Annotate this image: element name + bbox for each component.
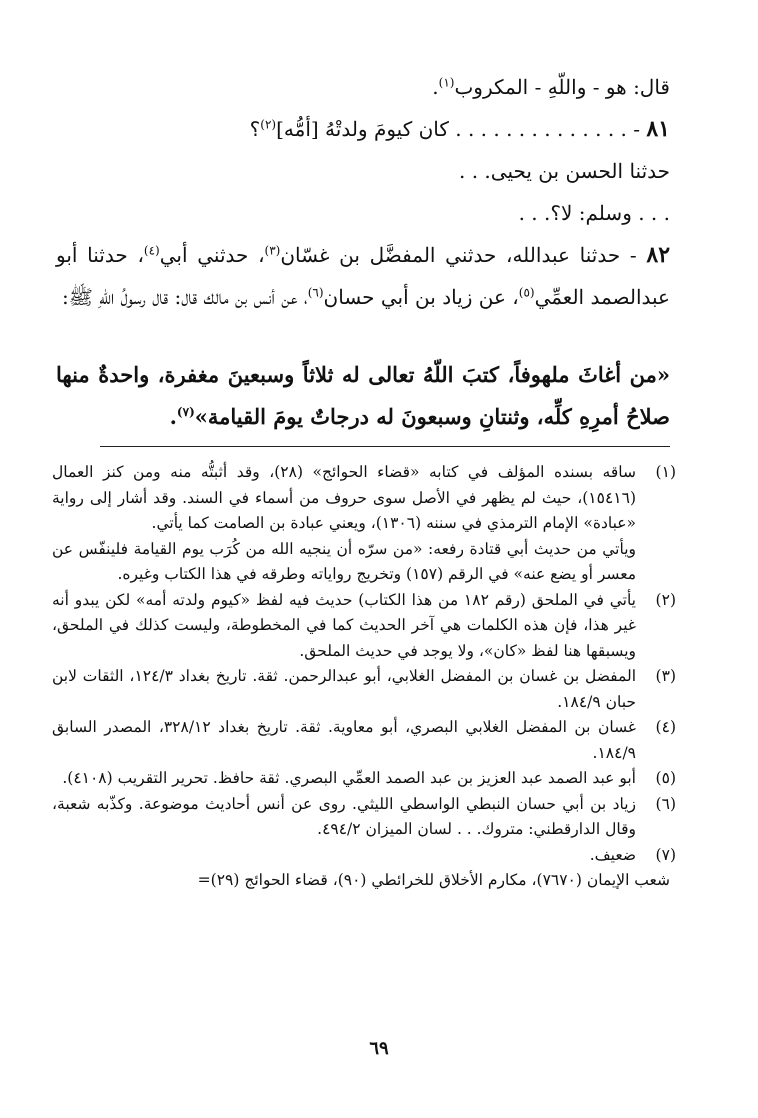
- item-number: ٨٢: [646, 242, 671, 268]
- footnote-ref: (٢): [260, 117, 277, 132]
- footnote-number: (٢): [655, 590, 676, 609]
- footnote: (٧) ضعيف.: [52, 843, 670, 869]
- footnote-divider: [100, 446, 670, 447]
- item-number: ٨١: [646, 116, 670, 142]
- item-82: ٨٢ - حدثنا عبدالله، حدثني المفضَّل بن غسّان$^{(٣)}$، حدثني أبي$^{(٤)}$، حدثنا أبو عبدالصمد العمِّي$^{(٥)}$، عن زياد بن أبي حسان$^{(٦)}$، عن أنس بن مالك قال: قال رسولُ اللّهِ ﷺ:: [56, 242, 671, 309]
- item-81: ٨١ - . . . . . . . . . . . . . . كان كيومَ ولدتْهُ [أمُّه]$^{(٢)}$؟: [249, 116, 670, 142]
- footnote-continuation: شعب الإيمان (٧٦٧٠)، مكارم الأخلاق للخرائطي (٩٠)، قضاء الحوائج (٢٩)=: [197, 871, 670, 889]
- footnotes: [52, 460, 676, 894]
- footnote: (٣) المفضل بن غسان بن المفضل الغلابي، أبو عبدالرحمن. ثقة. تاريخ بغداد ١٢٤/٣، الثقات لابن حبان ١٨٤/٩.: [52, 664, 670, 715]
- hadith-text: «من أغاثَ ملهوفاً، كتبَ اللّهُ تعالى له ثلاثاً وسبعينَ مغفرة، واحدةٌ منها صلاحُ أمرِهِ كلِّه، وثنتانِ وسبعونَ له درجاتٌ يومَ القيامة»$^{(٧)}$.: [56, 362, 670, 429]
- page-number: ٦٩: [369, 1038, 389, 1059]
- main-text: [56, 66, 670, 318]
- footnote-ref: (٧): [176, 405, 195, 419]
- footnote-number: (٤): [655, 718, 676, 736]
- footnote-ref: (٣): [264, 243, 281, 258]
- footnote: (١) ساقه بسنده المؤلف في كتابه «قضاء الحوائج» (٢٨)، وقد أثبتُّه منه ومن كنز العمال (١٥٤١٦)، حيث لم يظهر في الأصل سوى حروف من أسماء في السند. وقد أشار إلى رواية «عبادة» الإمام الترمذي في سننه (١٣٠٦)، ويعني عبادة بن الصامت كما يأتي. ويأتي من حديث أبي قتادة رفعه: «من سرّه أن ينجيه الله من كُرَب يوم القيامة فلينفّس عن معسر أو يضع عنه» في الرقم (١٥٧) وتخريج رواياته وطرقه في هذا الكتاب وغيره.: [52, 460, 670, 588]
- footnote-ref: (٦): [307, 285, 324, 300]
- text-line: حدثنا الحسن بن يحيى. . .: [458, 159, 670, 183]
- footnote-number: (٥): [655, 769, 676, 787]
- footnote: (٥) أبو عبد الصمد عبد العزيز بن عبد الصمد العمِّي البصري. ثقة حافظ. تحرير التقريب (٤١٠٨).: [52, 766, 670, 792]
- footnote-number: (٧): [655, 845, 676, 864]
- text-line: . . . وسلم: لا؟. . .: [518, 201, 670, 225]
- footnote-number: (٣): [655, 667, 676, 685]
- footnote-ref: (٥): [518, 285, 535, 300]
- footnote: (٤) غسان بن المفضل الغلابي البصري، أبو معاوية. ثقة. تاريخ بغداد ٣٢٨/١٢، المصدر السابق ١٨٤/٩.: [52, 715, 670, 766]
- footnote-number: (٦): [655, 794, 676, 813]
- footnote-ref: (١): [438, 75, 455, 90]
- footnote-ref: (٤): [143, 243, 160, 258]
- footnote: (٢) يأتي في الملحق (رقم ١٨٢ من هذا الكتاب) حديث فيه لفظ «كيوم ولدته أمه» لكن يبدو أنه غير هذا، فإن هذه الكلمات هي آخر الحديث كما في المخطوطة، وليست كذلك في الملحق، ويسبقها هنا لفظ «كان»، ولا يوجد في حديث الملحق.: [52, 588, 670, 665]
- text-line: قال: هو - واللّهِ - المكروب$^{(١)}$.: [432, 75, 670, 99]
- footnote: (٦) زياد بن أبي حسان النبطي الواسطي الليثي. روى عن أنس أحاديث موضوعة. وكذّبه شعبة، وقال الدارقطني: متروك. . . لسان الميزان ٤٩٤/٢.: [52, 792, 670, 843]
- footnote-number: (١): [655, 463, 676, 481]
